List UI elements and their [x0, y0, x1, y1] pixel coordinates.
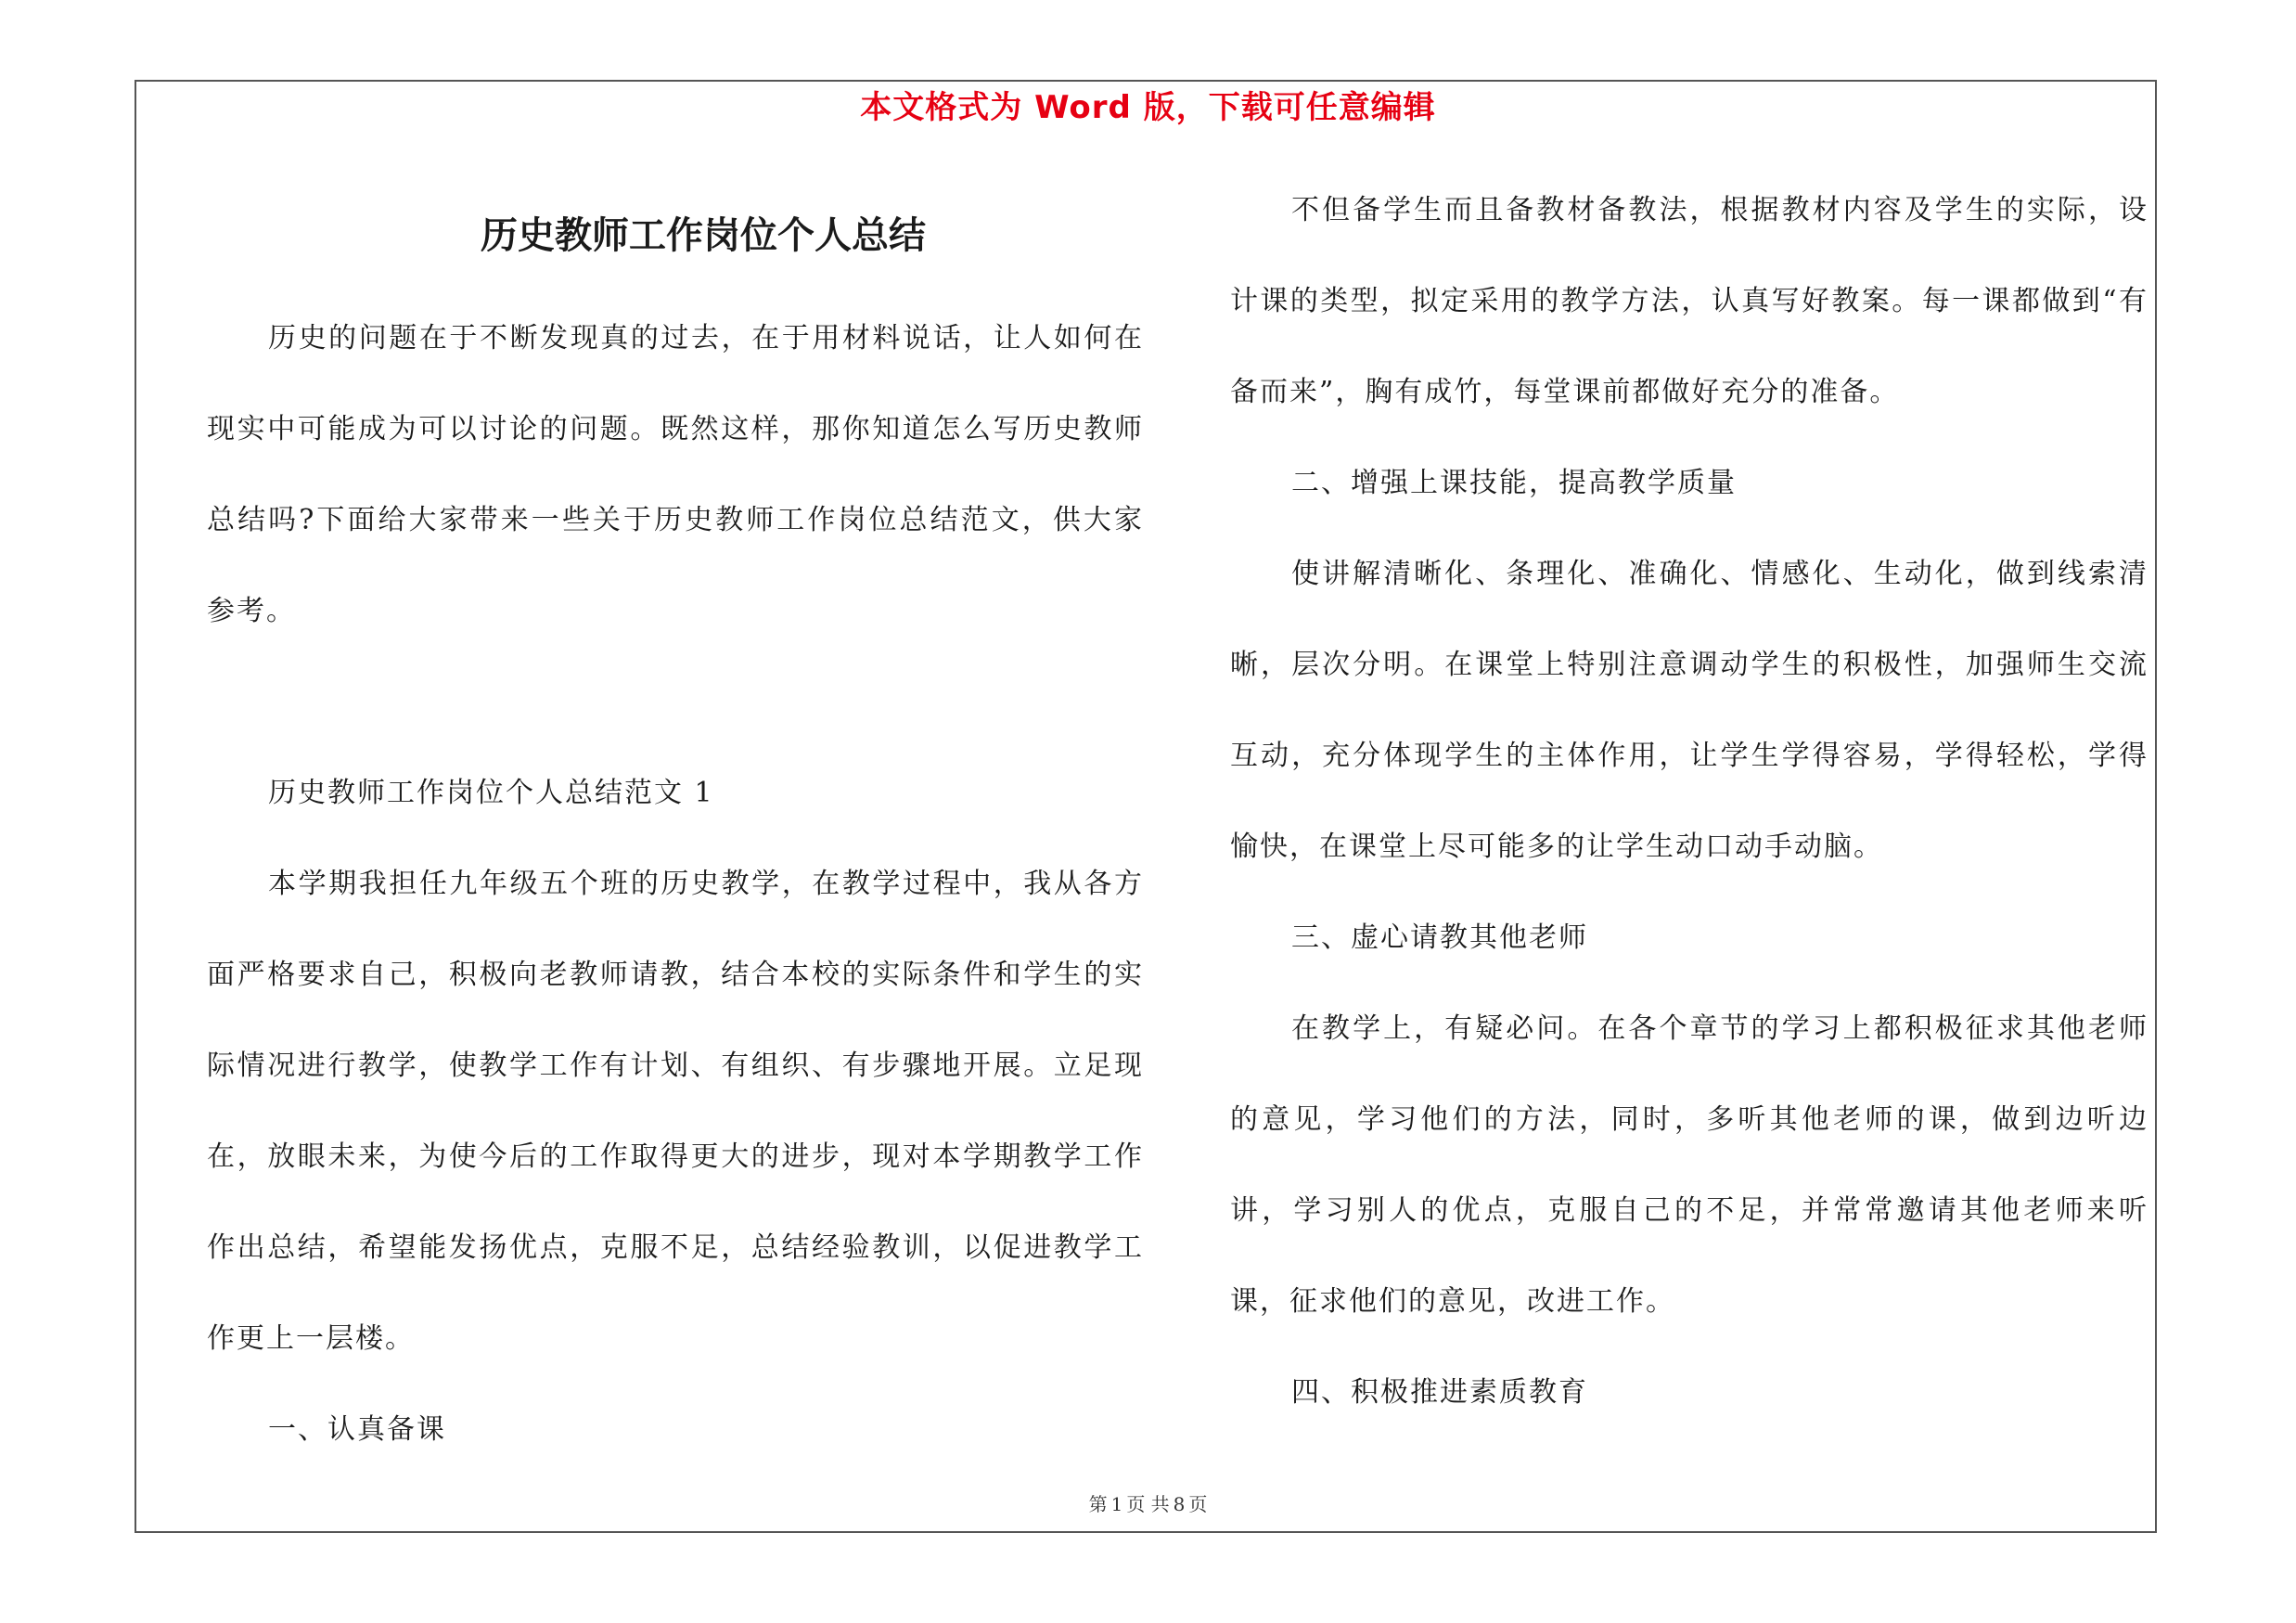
- footer-middle: 页 共: [1126, 1493, 1170, 1515]
- right-column: [1230, 165, 2148, 1438]
- left-column: [207, 293, 1144, 1475]
- section-heading-1: 一、认真备课: [268, 1413, 446, 1446]
- section-heading-4: 四、积极推进素质教育: [1291, 1376, 1588, 1409]
- teaching-paragraph: 使讲解清晰化、条理化、准确化、情感化、生动化，做到线索清晰，层次分明。在课堂上特别注意调动学生的积极性，加强师生交流互动，充分体现学生的主体作用，让学生学得容易，学得轻松，学得愉快，在课堂上尽可能多的让学生动口动手动脑。: [1230, 558, 2148, 863]
- consult-paragraph: 在教学上，有疑必问。在各个章节的学习上都积极征求其他老师的意见，学习他们的方法，同时，多听其他老师的课，做到边听边讲，学习别人的优点，克服自己的不足，并常常邀请其他老师来听课，征求他们的意见，改进工作。: [1230, 1012, 2148, 1318]
- section-heading-2: 二、增强上课技能，提高教学质量: [1291, 467, 1737, 499]
- footer-page-number: 1: [1110, 1493, 1123, 1515]
- section-heading-3: 三、虚心请教其他老师: [1291, 921, 1588, 954]
- footer-prefix: 第: [1088, 1493, 1108, 1515]
- prep-paragraph: 不但备学生而且备教材备教法，根据教材内容及学生的实际，设计课的类型，拟定采用的教学方法，认真写好教案。每一课都做到“有备而来”，胸有成竹，每堂课前都做好充分的准备。: [1230, 194, 2148, 408]
- word-format-banner: 本文格式为 Word 版，下载可任意编辑: [860, 89, 1436, 126]
- blank-line: [207, 657, 1144, 748]
- intro-paragraph: 历史的问题在于不断发现真的过去，在于用材料说话，让人如何在现实中可能成为可以讨论的问题。既然这样，那你知道怎么写历史教师总结吗?下面给大家带来一些关于历史教师工作岗位总结范文，供大家参考。: [207, 322, 1144, 627]
- document-title: 历史教师工作岗位个人总结: [481, 213, 926, 257]
- footer-suffix: 页: [1188, 1493, 1208, 1515]
- footer-total-pages: 8: [1173, 1493, 1186, 1515]
- body-paragraph: 本学期我担任九年级五个班的历史教学，在教学过程中，我从各方面严格要求自己，积极向老教师请教，结合本校的实际条件和学生的实际情况进行教学，使教学工作有计划、有组织、有步骤地开展。立足现在，放眼未来，为使今后的工作取得更大的进步，现对本学期教学工作作出总结，希望能发扬优点，克服不足，总结经验教训，以促进教学工作更上一层楼。: [207, 868, 1144, 1355]
- page-footer: [0, 1491, 2296, 1517]
- sample-heading: 历史教师工作岗位个人总结范文 1: [268, 777, 714, 809]
